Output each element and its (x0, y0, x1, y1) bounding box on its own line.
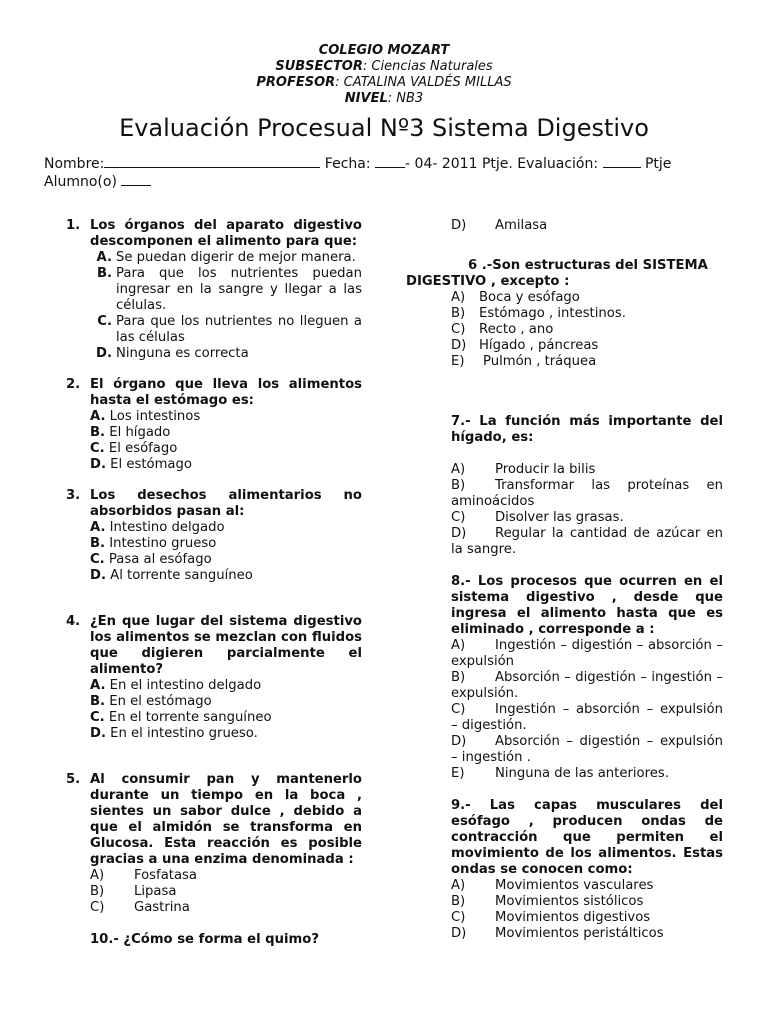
student-score-blank[interactable] (121, 173, 151, 186)
option[interactable]: C) Disolver las grasas. (451, 510, 624, 525)
document-header (0, 43, 768, 107)
question-6: 6 .-Son estructuras del SISTEMA DIGESTIVO , excepto : A) Boca y esófago B) Estómago , intestinos. C) Recto , ano D) Hígado , páncreas E) Pulmón , tráquea (406, 258, 723, 370)
day-blank[interactable] (375, 155, 405, 168)
question-8: 8.- Los procesos que ocurren en el sistema digestivo , desde que ingresa el alimento hasta que es eliminado , corresponde a : A) Ingestión – digestión – absorción – expulsión B) Absorción – digestión – ingestión – expulsión. C) Ingestión – absorción – expulsión – digestión. D) Absorción – digestión – expulsión – ingestión . E) Ninguna de las anteriores. (451, 574, 723, 781)
option[interactable]: D) Hígado , páncreas (451, 338, 599, 353)
option[interactable]: C. Pasa al esófago (90, 552, 212, 567)
option[interactable]: B. En el estómago (90, 694, 212, 709)
option[interactable]: C) Gastrina (90, 900, 190, 915)
option[interactable]: B) Transformar las proteínas en aminoácidos (451, 478, 723, 509)
option[interactable]: A. Los intestinos (90, 409, 201, 424)
school-name: COLEGIO MOZART (318, 43, 450, 58)
question-5: 5. Al consumir pan y mantenerlo durante un tiempo en la boca , sientes un sabor dulce , debido a que el almidón se transforma en Glucosa. Esta reacción es posible gracias a una enzima denominada : A) Fosfatasa B) Lipasa C) Gastrina (66, 772, 362, 915)
option[interactable]: A) Fosfatasa (90, 868, 197, 883)
question-9: 9.- Las capas musculares del esófago , producen ondas de contracción que permiten el movimiento de los alimentos. Estas ondas se conocen como: A) Movimientos vasculares B) Movimientos sistólicos C) Movimientos digestivos D) Movimientos peristálticos (451, 798, 723, 941)
question-2: 2. El órgano que lleva los alimentos hasta el estómago es: A. Los intestinos B. El hígado C. El esófago D. El estómago (66, 377, 362, 472)
option[interactable]: A. Se puedan digerir de mejor manera. (96, 250, 356, 265)
option[interactable]: D) Absorción – digestión – expulsión – ingestión . (451, 734, 723, 765)
option[interactable]: D. El estómago (90, 457, 192, 472)
option[interactable]: B) Absorción – digestión – ingestión – expulsión. (451, 670, 723, 701)
option[interactable]: A) Producir la bilis (451, 462, 596, 477)
name-blank[interactable] (104, 155, 320, 168)
subject-line: SUBSECTOR: Ciencias Naturales (275, 59, 493, 74)
option[interactable]: A) Movimientos vasculares (451, 878, 654, 893)
option[interactable]: C) Recto , ano (451, 322, 554, 337)
option[interactable]: A) Boca y esófago (451, 290, 580, 305)
option[interactable]: C. Para que los nutrientes no lleguen a las células (97, 314, 362, 345)
teacher-line: PROFESOR: CATALINA VALDÉS MILLAS (256, 75, 512, 90)
question-3: 3. Los desechos alimentarios no absorbidos pasan al: A. Intestino delgado B. Intestino grueso C. Pasa al esófago D. Al torrente sanguíneo (66, 488, 362, 583)
option[interactable]: A. Intestino delgado (90, 520, 225, 535)
option[interactable]: C) Ingestión – absorción – expulsión – digestión. (451, 702, 723, 733)
option[interactable]: D. Ninguna es correcta (96, 346, 249, 361)
question-7: 7.- La función más importante del hígado, es: A) Producir la bilis B) Transformar las proteínas en aminoácidos C) Disolver las grasas. D) Regular la cantidad de azúcar en la sangre. (451, 414, 723, 557)
option[interactable]: D) Regular la cantidad de azúcar en la sangre. (451, 526, 723, 557)
question-4: 4. ¿En que lugar del sistema digestivo los alimentos se mezclan con fluidos que digieren parcialmente el alimento? A. En el intestino delgado B. En el estómago C. En el torrente sanguíneo D. En el intestino grueso. (66, 614, 362, 741)
level-line: NIVEL: NB3 (344, 91, 424, 106)
option[interactable]: E) Ninguna de las anteriores. (451, 766, 669, 781)
option[interactable]: C. El esófago (90, 441, 178, 456)
option[interactable]: D. En el intestino grueso. (90, 726, 258, 741)
option[interactable]: B. Para que los nutrientes puedan ingresar en la sangre y llegar a las células. (96, 266, 362, 313)
option[interactable]: C) Movimientos digestivos (451, 910, 651, 925)
option[interactable]: C. En el torrente sanguíneo (90, 710, 272, 725)
option[interactable]: D) Movimientos peristálticos (451, 926, 664, 941)
option[interactable]: B) Estómago , intestinos. (451, 306, 626, 321)
left-column (66, 218, 362, 948)
option[interactable]: D. Al torrente sanguíneo (90, 568, 253, 583)
option[interactable]: B. El hígado (90, 425, 171, 440)
score-blank[interactable] (603, 155, 641, 168)
option[interactable]: B) Lipasa (90, 884, 177, 899)
page-title: Evaluación Procesual Nº3 Sistema Digestivo (119, 114, 649, 142)
option[interactable]: D) Amilasa (451, 218, 548, 233)
student-info: Nombre: Fecha: - 04- 2011 Ptje. Evaluación: Ptje Alumno(o) (44, 156, 672, 190)
option[interactable]: E) Pulmón , tráquea (451, 354, 597, 369)
option[interactable]: A) Ingestión – digestión – absorción – expulsión (451, 638, 723, 669)
question-1: 1. Los órganos del aparato digestivo descomponen el alimento para que: A. Se puedan digerir de mejor manera. B. Para que los nutrientes puedan ingresar en la sangre y llegar a las células. C. Para que los nutrientes no lleguen a las células D. Ninguna es correcta (66, 218, 362, 361)
option[interactable]: A. En el intestino delgado (90, 678, 262, 693)
option[interactable]: B. Intestino grueso (90, 536, 217, 551)
question-10: 10.- ¿Cómo se forma el quimo? (90, 932, 319, 947)
option[interactable]: B) Movimientos sistólicos (451, 894, 644, 909)
right-column (406, 218, 723, 942)
